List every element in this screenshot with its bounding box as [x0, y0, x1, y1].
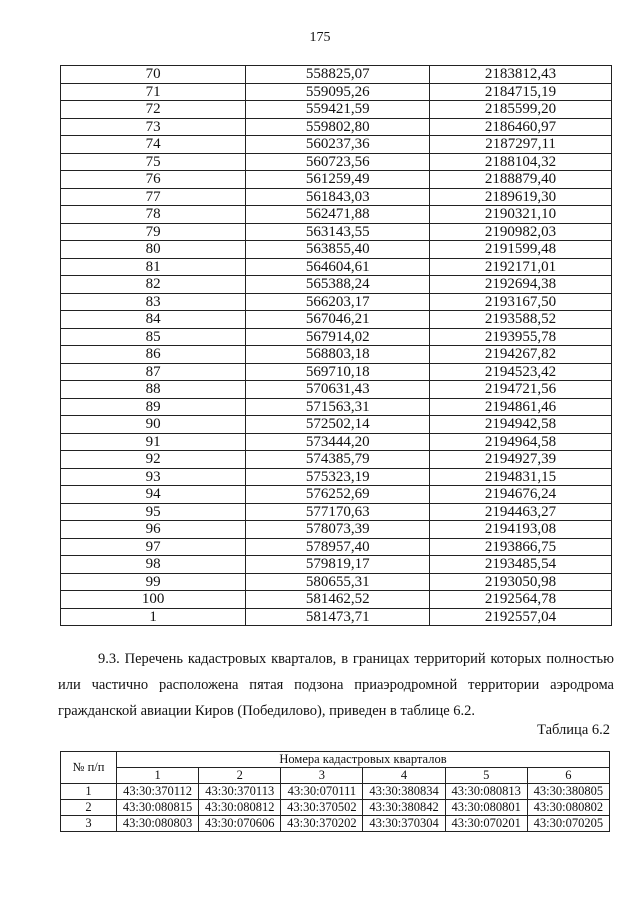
y-coordinate-cell: 2185599,20 — [430, 101, 612, 119]
x-coordinate-cell: 559095,26 — [246, 83, 430, 101]
table-row — [61, 188, 612, 206]
point-number-cell: 93 — [61, 468, 246, 486]
cadastral-number-cell: 43:30:080803 — [117, 816, 199, 832]
table-row — [61, 136, 612, 154]
x-coordinate-cell: 561843,03 — [246, 188, 430, 206]
cadastral-number-cell: 43:30:070201 — [445, 816, 527, 832]
cadastral-number-cell: 43:30:080801 — [445, 800, 527, 816]
cadastral-number-cell: 43:30:070205 — [527, 816, 609, 832]
x-coordinate-cell: 577170,63 — [246, 503, 430, 521]
row-index-cell: 1 — [61, 784, 117, 800]
point-number-cell: 86 — [61, 346, 246, 364]
point-number-cell: 80 — [61, 241, 246, 259]
cadastral-number-cell: 43:30:370113 — [199, 784, 281, 800]
x-coordinate-cell: 580655,31 — [246, 573, 430, 591]
y-coordinate-cell: 2194861,46 — [430, 398, 612, 416]
y-coordinate-cell: 2187297,11 — [430, 136, 612, 154]
table-row — [61, 66, 612, 84]
table-caption: Таблица 6.2 — [537, 722, 610, 738]
y-coordinate-cell: 2192557,04 — [430, 608, 612, 626]
point-number-cell: 97 — [61, 538, 246, 556]
x-coordinate-cell: 581473,71 — [246, 608, 430, 626]
table-row — [61, 816, 610, 832]
cadastral-number-cell: 43:30:070606 — [199, 816, 281, 832]
point-number-cell: 82 — [61, 276, 246, 294]
y-coordinate-cell: 2186460,97 — [430, 118, 612, 136]
table-row — [61, 521, 612, 539]
table-row — [61, 538, 612, 556]
point-number-cell: 87 — [61, 363, 246, 381]
table-row — [61, 556, 612, 574]
point-number-cell: 90 — [61, 416, 246, 434]
y-coordinate-cell: 2194676,24 — [430, 486, 612, 504]
table-row — [61, 363, 612, 381]
y-coordinate-cell: 2194721,56 — [430, 381, 612, 399]
x-coordinate-cell: 574385,79 — [246, 451, 430, 469]
table-row — [61, 311, 612, 329]
column-number: 2 — [199, 768, 281, 784]
table-row — [61, 503, 612, 521]
y-coordinate-cell: 2194463,27 — [430, 503, 612, 521]
y-coordinate-cell: 2193050,98 — [430, 573, 612, 591]
table-row — [61, 171, 612, 189]
y-coordinate-cell: 2194193,08 — [430, 521, 612, 539]
x-coordinate-cell: 558825,07 — [246, 66, 430, 84]
y-coordinate-cell: 2188104,32 — [430, 153, 612, 171]
point-number-cell: 77 — [61, 188, 246, 206]
x-coordinate-cell: 561259,49 — [246, 171, 430, 189]
row-index-cell: 2 — [61, 800, 117, 816]
table-row — [61, 800, 610, 816]
x-coordinate-cell: 568803,18 — [246, 346, 430, 364]
cadastral-number-cell: 43:30:380842 — [363, 800, 445, 816]
point-number-cell: 75 — [61, 153, 246, 171]
table-row — [61, 276, 612, 294]
point-number-cell: 85 — [61, 328, 246, 346]
x-coordinate-cell: 563855,40 — [246, 241, 430, 259]
x-coordinate-cell: 559802,80 — [246, 118, 430, 136]
cadastral-number-cell: 43:30:370112 — [117, 784, 199, 800]
table-row — [61, 573, 612, 591]
x-coordinate-cell: 560723,56 — [246, 153, 430, 171]
table-row — [61, 206, 612, 224]
table-row — [61, 346, 612, 364]
cadastral-number-cell: 43:30:080813 — [445, 784, 527, 800]
x-coordinate-cell: 570631,43 — [246, 381, 430, 399]
cadastral-number-cell: 43:30:380834 — [363, 784, 445, 800]
x-coordinate-cell: 567046,21 — [246, 311, 430, 329]
index-header: № п/п — [61, 752, 117, 784]
table-row — [61, 293, 612, 311]
point-number-cell: 98 — [61, 556, 246, 574]
x-coordinate-cell: 562471,88 — [246, 206, 430, 224]
cadastral-number-cell: 43:30:370502 — [281, 800, 363, 816]
point-number-cell: 92 — [61, 451, 246, 469]
y-coordinate-cell: 2194831,15 — [430, 468, 612, 486]
point-number-cell: 100 — [61, 591, 246, 609]
table-row — [61, 118, 612, 136]
y-coordinate-cell: 2193167,50 — [430, 293, 612, 311]
y-coordinate-cell: 2193866,75 — [430, 538, 612, 556]
y-coordinate-cell: 2194267,82 — [430, 346, 612, 364]
y-coordinate-cell: 2194523,42 — [430, 363, 612, 381]
y-coordinate-cell: 2183812,43 — [430, 66, 612, 84]
column-number: 4 — [363, 768, 445, 784]
group-header: Номера кадастровых кварталов — [117, 752, 610, 768]
column-number: 6 — [527, 768, 609, 784]
x-coordinate-cell: 560237,36 — [246, 136, 430, 154]
y-coordinate-cell: 2194927,39 — [430, 451, 612, 469]
point-number-cell: 74 — [61, 136, 246, 154]
column-number: 1 — [117, 768, 199, 784]
y-coordinate-cell: 2189619,30 — [430, 188, 612, 206]
x-coordinate-cell: 579819,17 — [246, 556, 430, 574]
point-number-cell: 94 — [61, 486, 246, 504]
table-row — [61, 153, 612, 171]
point-number-cell: 84 — [61, 311, 246, 329]
table-row — [61, 416, 612, 434]
y-coordinate-cell: 2192564,78 — [430, 591, 612, 609]
cadastral-number-cell: 43:30:370304 — [363, 816, 445, 832]
point-number-cell: 95 — [61, 503, 246, 521]
y-coordinate-cell: 2190982,03 — [430, 223, 612, 241]
point-number-cell: 83 — [61, 293, 246, 311]
table-row — [61, 223, 612, 241]
table-row — [61, 468, 612, 486]
point-number-cell: 72 — [61, 101, 246, 119]
point-number-cell: 78 — [61, 206, 246, 224]
table-row — [61, 328, 612, 346]
point-number-cell: 76 — [61, 171, 246, 189]
coordinates-table-body — [61, 66, 612, 626]
x-coordinate-cell: 563143,55 — [246, 223, 430, 241]
x-coordinate-cell: 567914,02 — [246, 328, 430, 346]
cadastral-number-cell: 43:30:070111 — [281, 784, 363, 800]
x-coordinate-cell: 564604,61 — [246, 258, 430, 276]
point-number-cell: 99 — [61, 573, 246, 591]
point-number-cell: 81 — [61, 258, 246, 276]
point-number-cell: 89 — [61, 398, 246, 416]
table-row — [61, 83, 612, 101]
cadastral-number-cell: 43:30:080815 — [117, 800, 199, 816]
point-number-cell: 91 — [61, 433, 246, 451]
y-coordinate-cell: 2188879,40 — [430, 171, 612, 189]
table-row — [61, 451, 612, 469]
table-row — [61, 486, 612, 504]
table-row — [61, 608, 612, 626]
point-number-cell: 96 — [61, 521, 246, 539]
y-coordinate-cell: 2192694,38 — [430, 276, 612, 294]
x-coordinate-cell: 578073,39 — [246, 521, 430, 539]
y-coordinate-cell: 2191599,48 — [430, 241, 612, 259]
y-coordinate-cell: 2194964,58 — [430, 433, 612, 451]
y-coordinate-cell: 2192171,01 — [430, 258, 612, 276]
y-coordinate-cell: 2194942,58 — [430, 416, 612, 434]
cadastral-number-cell: 43:30:380805 — [527, 784, 609, 800]
cadastral-number-cell: 43:30:080812 — [199, 800, 281, 816]
point-number-cell: 88 — [61, 381, 246, 399]
x-coordinate-cell: 576252,69 — [246, 486, 430, 504]
point-number-cell: 73 — [61, 118, 246, 136]
point-number-cell: 71 — [61, 83, 246, 101]
x-coordinate-cell: 571563,31 — [246, 398, 430, 416]
x-coordinate-cell: 578957,40 — [246, 538, 430, 556]
table-row — [61, 381, 612, 399]
x-coordinate-cell: 573444,20 — [246, 433, 430, 451]
x-coordinate-cell: 572502,14 — [246, 416, 430, 434]
x-coordinate-cell: 575323,19 — [246, 468, 430, 486]
point-number-cell: 1 — [61, 608, 246, 626]
x-coordinate-cell: 566203,17 — [246, 293, 430, 311]
table-row — [61, 101, 612, 119]
cadastral-table-body — [61, 784, 610, 832]
coordinates-table — [60, 65, 612, 626]
y-coordinate-cell: 2184715,19 — [430, 83, 612, 101]
column-number: 5 — [445, 768, 527, 784]
table-row — [61, 241, 612, 259]
y-coordinate-cell: 2193485,54 — [430, 556, 612, 574]
page-number: 175 — [309, 30, 331, 45]
x-coordinate-cell: 559421,59 — [246, 101, 430, 119]
y-coordinate-cell: 2190321,10 — [430, 206, 612, 224]
cadastral-header-row — [61, 752, 610, 768]
column-numbers-row — [61, 768, 610, 784]
x-coordinate-cell: 565388,24 — [246, 276, 430, 294]
row-index-cell: 3 — [61, 816, 117, 832]
x-coordinate-cell: 569710,18 — [246, 363, 430, 381]
table-row — [61, 398, 612, 416]
point-number-cell: 79 — [61, 223, 246, 241]
table-row — [61, 258, 612, 276]
section-paragraph: 9.3. Перечень кадастровых кварталов, в границах территорий которых полностью или частично расположена пятая подзона приаэродромной территории аэродрома гражданской авиации Киров (Победилово), приведен в таблице 6.2. — [58, 651, 614, 719]
y-coordinate-cell: 2193588,52 — [430, 311, 612, 329]
column-number: 3 — [281, 768, 363, 784]
point-number-cell: 70 — [61, 66, 246, 84]
cadastral-number-cell: 43:30:080802 — [527, 800, 609, 816]
table-row — [61, 591, 612, 609]
cadastral-number-cell: 43:30:370202 — [281, 816, 363, 832]
cadastral-table — [60, 751, 610, 832]
table-row — [61, 433, 612, 451]
table-row — [61, 784, 610, 800]
y-coordinate-cell: 2193955,78 — [430, 328, 612, 346]
x-coordinate-cell: 581462,52 — [246, 591, 430, 609]
